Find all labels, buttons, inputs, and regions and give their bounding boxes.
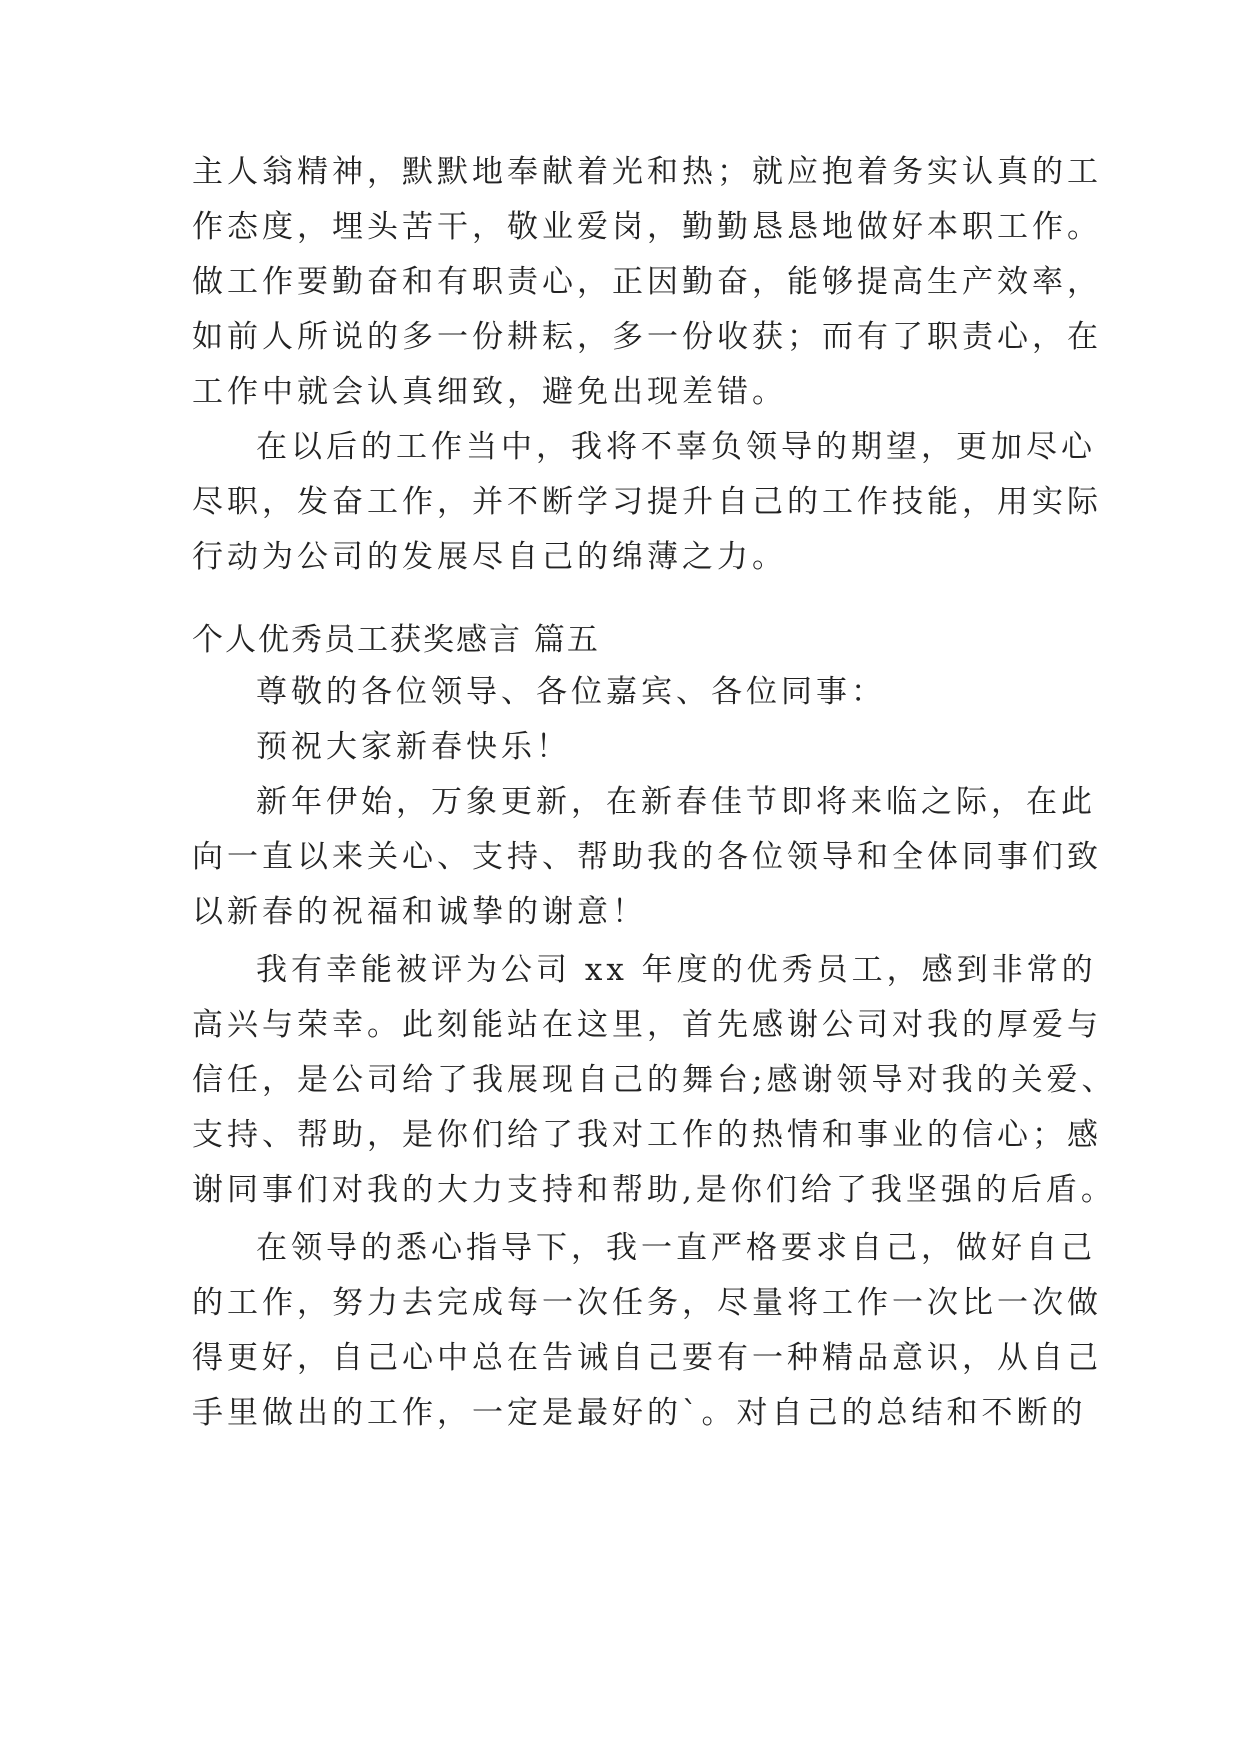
- paragraph-line: 得更好，自己心中总在告诫自己要有一种精品意识，从自己: [192, 1340, 1102, 1376]
- paragraph-line: 主人翁精神，默默地奉献着光和热；就应抱着务实认真的工: [192, 154, 1102, 190]
- paragraph-first-line: 新年伊始，万象更新，在新春佳节即将来临之际，在此: [256, 784, 1096, 820]
- paragraph-line: 信任，是公司给了我展现自己的舞台;感谢领导对我的关爱、: [192, 1062, 1117, 1098]
- paragraph-line: 的工作，努力去完成每一次任务，尽量将工作一次比一次做: [192, 1285, 1102, 1321]
- paragraph-line: 尽职，发奋工作，并不断学习提升自己的工作技能，用实际: [192, 484, 1102, 520]
- paragraph-line: 工作中就会认真细致，避免出现差错。: [192, 374, 787, 410]
- paragraph-line: 以新春的祝福和诚挚的谢意！: [192, 894, 647, 930]
- greeting: 预祝大家新春快乐！: [256, 729, 571, 765]
- paragraph-line: 做工作要勤奋和有职责心，正因勤奋，能够提高生产效率，: [192, 264, 1102, 300]
- paragraph-first-line: 我有幸能被评为公司 xx 年度的优秀员工，感到非常的: [256, 952, 1097, 988]
- salutation: 尊敬的各位领导、各位嘉宾、各位同事：: [256, 674, 886, 710]
- paragraph-first-line: 在领导的悉心指导下，我一直严格要求自己，做好自己: [256, 1230, 1096, 1266]
- paragraph-line: 支持、帮助，是你们给了我对工作的热情和事业的信心；感: [192, 1117, 1102, 1153]
- paragraph-line: 谢同事们对我的大力支持和帮助,是你们给了我坚强的后盾。: [192, 1172, 1116, 1208]
- section-title: 个人优秀员工获奖感言 篇五: [192, 622, 600, 658]
- paragraph-line: 如前人所说的多一份耕耘，多一份收获；而有了职责心，在: [192, 319, 1102, 355]
- paragraph-line: 行动为公司的发展尽自己的绵薄之力。: [192, 539, 787, 575]
- paragraph-line: 高兴与荣幸。此刻能站在这里，首先感谢公司对我的厚爱与: [192, 1007, 1102, 1043]
- paragraph-line: 手里做出的工作，一定是最好的`。对自己的总结和不断的: [192, 1395, 1087, 1431]
- paragraph-line: 作态度，埋头苦干，敬业爱岗，勤勤恳恳地做好本职工作。: [192, 209, 1102, 245]
- paragraph-line: 向一直以来关心、支持、帮助我的各位领导和全体同事们致: [192, 839, 1102, 875]
- paragraph-first-line: 在以后的工作当中，我将不辜负领导的期望，更加尽心: [256, 429, 1096, 465]
